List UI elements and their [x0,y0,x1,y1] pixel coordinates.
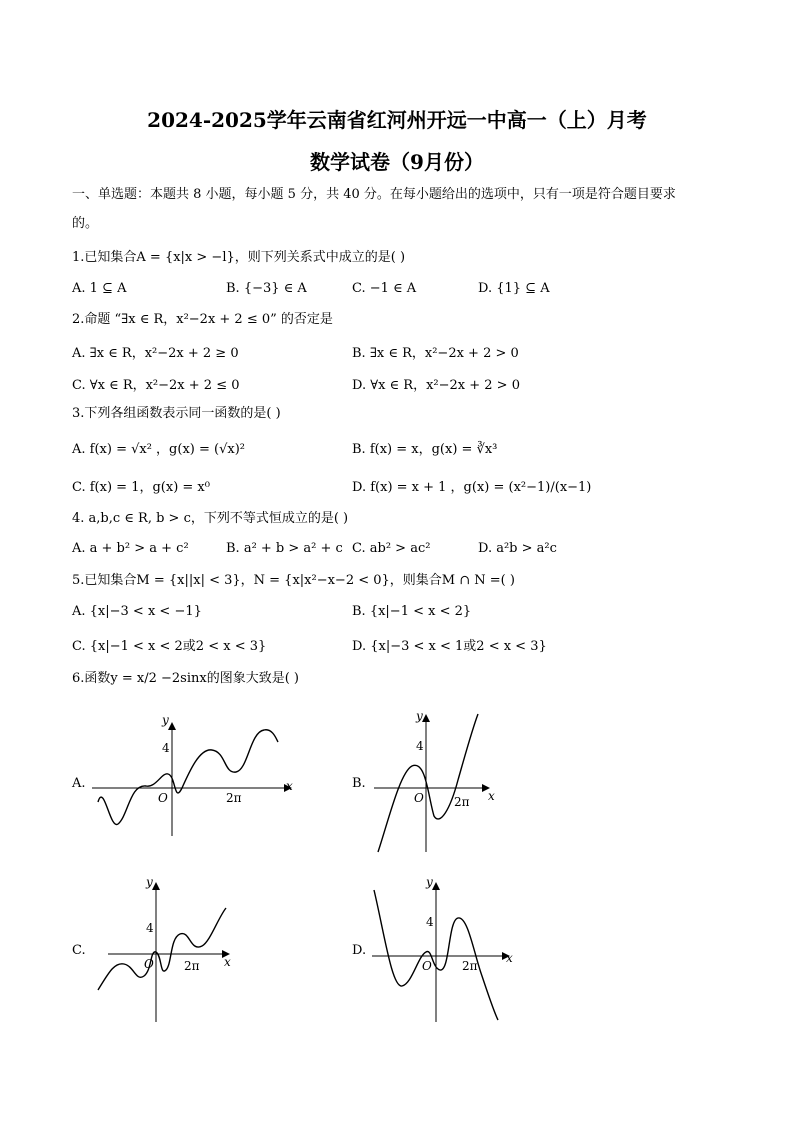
q5-stem: 5.已知集合M = {x||x| < 3}，N = {x|x²−x−2 < 0}，则集合M ∩ N =( ) [72,573,515,588]
graph-d-x-tick: 2π [462,959,478,973]
graph-b-origin: O [414,791,424,805]
graph-a-y-arrow [168,722,176,730]
q2-option-a: A. ∃x ∈ R，x²−2x + 2 ≥ 0 [72,346,239,361]
graph-c-curve [98,908,226,990]
q1-option-b: B. {−3} ∈ A [226,281,307,296]
graph-c-y-label: y [146,875,153,889]
graph-d-y-arrow [432,882,440,890]
q5-option-b: B. {x|−1 < x < 2} [352,604,472,619]
graph-c-y-tick: 4 [146,921,154,935]
graph-b-curve [378,714,478,852]
section-instruction-line1: 一、单选题：本题共 8 小题，每小题 5 分，共 40 分。在每小题给出的选项中，只有一项是符合题目要求 [72,187,676,202]
q4-stem: 4. a,b,c ∈ R, b > c，下列不等式恒成立的是( ) [72,511,349,526]
graph-a-y-label: y [162,713,169,727]
q5-option-c: C. {x|−1 < x < 2或2 < x < 3} [72,639,267,654]
graph-a-curve [98,730,278,825]
graph-c [90,872,240,1024]
q4-option-d: D. a²b > a²c [478,541,557,556]
q3-stem: 3.下列各组函数表示同一函数的是( ) [72,406,281,421]
graph-b-label: B. [352,776,366,791]
graph-a-y-tick: 4 [162,741,170,755]
graph-c-x-tick: 2π [184,959,200,973]
q4-option-c: C. ab² > ac² [352,541,431,556]
q2-stem: 2.命题 “∃x ∈ R，x²−2x + 2 ≤ 0” 的否定是 [72,312,333,327]
graph-b [372,706,500,856]
graph-b-x-label: x [488,789,495,803]
q1-option-a: A. 1 ⊆ A [72,281,127,296]
q1-option-d: D. {1} ⊆ A [478,281,550,296]
graph-c-y-arrow [152,882,160,890]
q3-option-d: D. f(x) = x + 1 ，g(x) = (x²−1)/(x−1) [352,480,592,495]
graph-d-y-tick: 4 [426,915,434,929]
q2-option-b: B. ∃x ∈ R，x²−2x + 2 > 0 [352,346,519,361]
graph-a-label: A. [72,776,86,791]
graph-d-y-label: y [426,875,433,889]
graph-a-origin: O [158,791,168,805]
exam-title-line2: 数学试卷（9月份） [310,150,484,174]
graph-c-x-label: x [224,955,231,969]
graph-b-x-tick: 2π [454,795,470,809]
q3-option-c: C. f(x) = 1，g(x) = x⁰ [72,480,210,495]
graph-d-label: D. [352,943,367,958]
section-instruction-line2: 的。 [72,216,99,231]
exam-title-line1: 2024-2025学年云南省红河州开远一中高一（上）月考 [147,108,647,132]
graph-d-x-label: x [506,951,513,965]
q2-option-d: D. ∀x ∈ R，x²−2x + 2 > 0 [352,378,520,393]
graph-b-y-arrow [422,714,430,722]
q1-option-c: C. −1 ∈ A [352,281,417,296]
graph-c-label: C. [72,943,86,958]
graph-a-x-label: x [286,779,293,793]
graph-c-origin: O [144,957,154,971]
graph-a-x-tick: 2π [226,791,242,805]
q1-stem: 1.已知集合A = {x|x > −l}，则下列关系式中成立的是( ) [72,250,406,265]
q5-option-a: A. {x|−3 < x < −1} [72,604,202,619]
graph-b-y-label: y [416,709,423,723]
graph-d-origin: O [422,959,432,973]
q3-option-b: B. f(x) = x，g(x) = ∛x³ [352,442,498,457]
q4-option-a: A. a + b² > a + c² [72,541,189,556]
q3-option-a: A. f(x) = √x² ，g(x) = (√x)² [72,442,245,457]
graph-b-y-tick: 4 [416,739,424,753]
graph-d [370,872,520,1024]
graph-a [90,712,305,842]
q5-option-d: D. {x|−3 < x < 1或2 < x < 3} [352,639,547,654]
q6-stem: 6.函数y = x/2 −2sinx的图象大致是( ) [72,671,299,686]
q2-option-c: C. ∀x ∈ R，x²−2x + 2 ≤ 0 [72,378,240,393]
q4-option-b: B. a² + b > a² + c [226,541,343,556]
